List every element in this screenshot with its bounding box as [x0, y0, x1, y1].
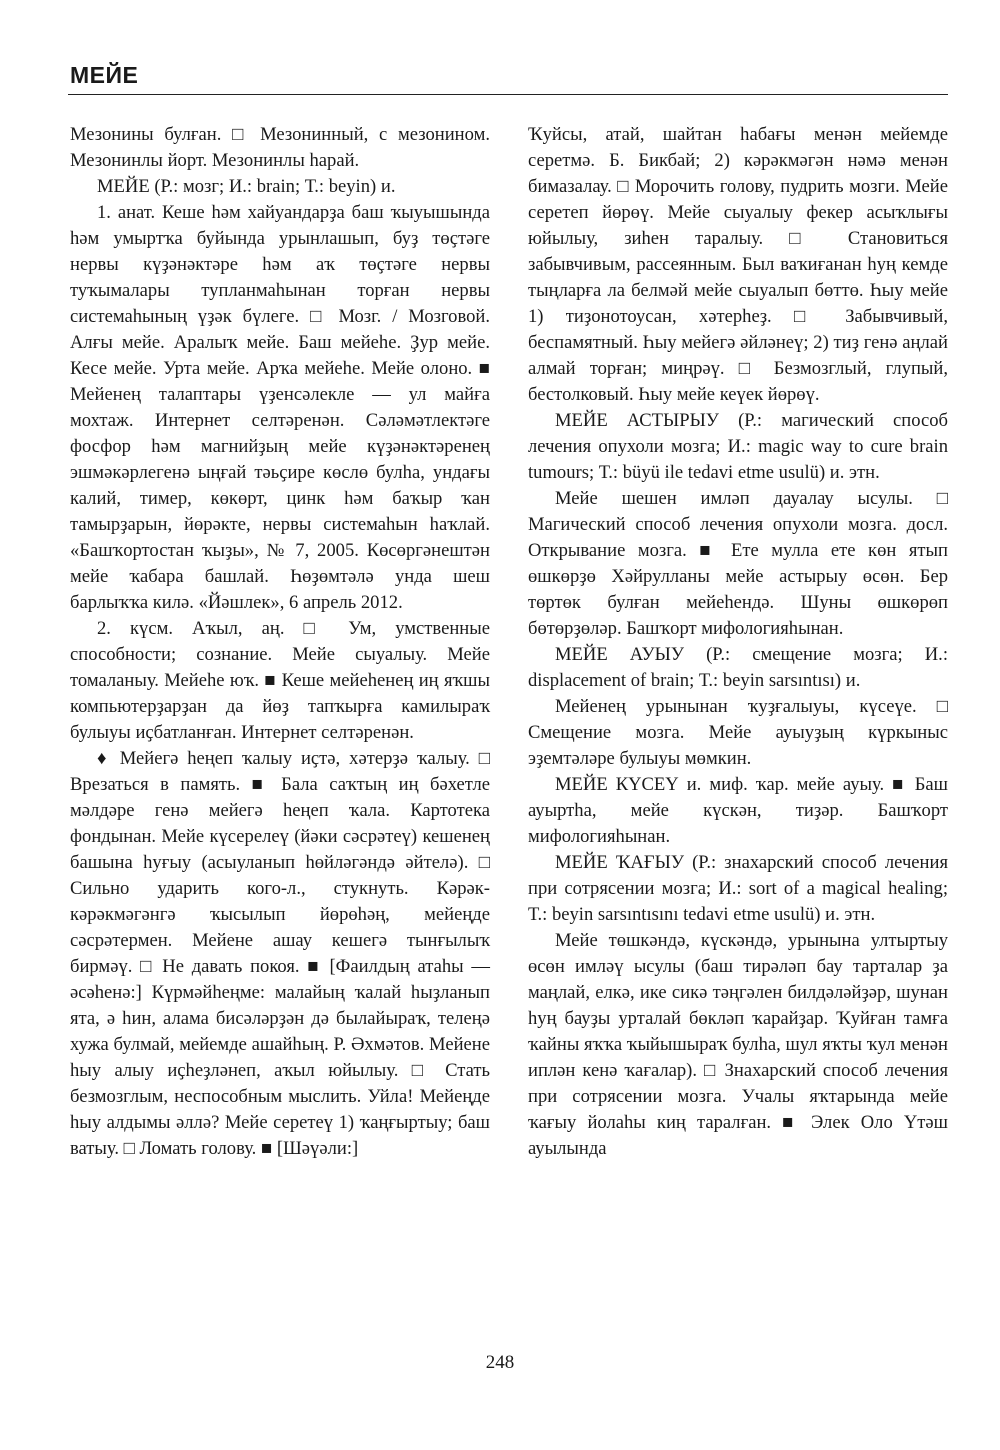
paragraph: 1. анат. Кеше һәм хайуандарҙа баш ҡыуышында һәм умыртҡа буйында урынлашып, буҙ төҫтәге нервы күҙәнәктәре һәм аҡ төҫтәге нервы туҡымалары тупланмаһынан торған нервы системаһының үҙәк бүлеге. □ Мозг. / Мозговой. Алғы мейе. Аралыҡ мейе. Баш мейеһе. Ҙур мейе. Кесе мейе. Урта мейе. Арҡа мейеһе. Мейе олоно. ■ Мейенең талаптары үҙенсәлекле — ул майға мохтаж. Интернет селтәренән. Сәләмәтлектәге фосфор һәм магнийҙың мейе күҙәнәктәренең эшмәкәрлегенә ыңғай тәьҫире көслө булһа, ундағы калий, тимер, көкөрт, цинк һәм баҡыр ҡан тамырҙарын, йөрәкте, нервы системаһын һаҡлай. «Башҡортостан ҡыҙы», № 7, 2005. Көсөргәнештән мейе ҡабара башлай. Һөҙөмтәлә унда шеш барлыҡҡа килә. «Йәшлек», 6 апрель 2012. [70, 202, 490, 613]
entry-headword-meye-kagyu: МЕЙЕ ҠАҒЫУ (Р.: знахарский способ лечения при сотрясении мозга; И.: sort of a magical healing; Т.: beyin sarsıntısını tedavi etme usulü) и. этн. [528, 852, 948, 925]
entry-headword-meye-astyryu: МЕЙЕ АСТЫРЫУ (Р.: магический способ лечения опухоли мозга; И.: magic way to cure brain tumours; Т.: büyü ile tedavi etme usulü) и. этн. [528, 410, 948, 483]
right-column [528, 122, 948, 1162]
paragraph: 2. күсм. Аҡыл, аң. □ Ум, умственные способности; сознание. Мейе сыуалыу. Мейе томаланыу. Мейеһе юҡ. ■ Кеше мейеһенең иң яҡшы компьютерҙарҙан да йөҙ тапҡырға камилыраҡ булыуы иҫбатланған. Интернет селтәренән. [70, 618, 490, 743]
running-head: МЕЙЕ [70, 62, 139, 88]
paragraph: Мейе шешен имләп дауалау ысулы. □ Магический способ лечения опухоли мозга. досл. Открывание мозга. ■ Ете мулла ете көн ятып өшкөрҙө Хәйрулланы мейе астырыу өсөн. Бер төртөк булған мейеһендә. Шуны өшкөрөп бөтөрҙөләр. Башҡорт мифологияһынан. [528, 488, 948, 639]
entry-headword-meye-auyu: МЕЙЕ АУЫУ (Р.: смещение мозга; И.: displacement of brain; Т.: beyin sarsıntısı) и. [528, 644, 948, 691]
header-rule [68, 94, 948, 95]
page-number: 248 [485, 1352, 515, 1373]
paragraph: Мейенең урынынан ҡуҙғалыуы, күсеүе. □ Смещение мозга. Мейе ауыуҙың күркыныс эҙемтәләре булыуы мөмкин. [528, 696, 948, 769]
paragraph: Мезонины булған. □ Мезонинный, с мезонином. Мезонинлы йорт. Мезонинлы һарай. [70, 124, 490, 171]
entry-headword-meye: МЕЙЕ (Р.: мозг; И.: brain; Т.: beyin) и. [97, 176, 396, 197]
paragraph: ♦ Мейегә һеңеп ҡалыу иҫтә, хәтерҙә ҡалыу. □ Врезаться в память. ■ Бала саҡтың иң бәхетле мәлдәре генә мейегә һеңеп ҡала. Картотека фондынан. Мейе күсерелеү (йәки сәсрәтеү) кешенең башына һуғыу (асыуланып һөйләгәндә әйтелә). □ Сильно ударить кого-л., стукнуть. Кәрәк-кәрәкмәгәнгә ҡысылып йөрөһәң, мейеңде сәсрәтермен. Мейене ашау кешегә тынғылыҡ бирмәү. □ Не давать покоя. ■ [Фаилдың атаһы — әсәһенә:] Күрмәйһеңме: малайың ҡалай һыҙланып ята, ә һин, алама бисәләрҙән дә былайыраҡ, телеңә хужа булмай, мейемде ашайһың. Р. Әхмәтов. Мейене һыу алыу иҫһеҙләнеп, аҡыл юйылыу. □ Стать безмозглым, неспособным мыслить. Уйла! Мейеңде һыу алдымы әллә? Мейе серетеү 1) ҡаңғыртыу; баш ватыу. □ Ломать голову. ■ [Шәүәли:] [70, 748, 490, 1159]
paragraph: Мейе төшкәндә, күскәндә, урынына ултыртыу өсөн имләү ысулы (баш тирәләп бау тарталар ҙа маңлай, елкә, ике сикә тәңгәлен билдәләйҙәр, шунан һуң бауҙы урталай бөкләп ҡарайҙар. Ҡуйған тамға ҡайны яҡҡа ҡыйышыраҡ булһа, шул яҡты ҡул менән иплән кенә ҡағалар). □ Знахарский способ лечения при сотрясении мозга. Учалы яҡтарында мейе ҡағыу йолаһы киң таралған. ■ Элек Оло Үтәш ауылында [528, 930, 948, 1159]
left-column [70, 122, 490, 1162]
paragraph: Ҡуйсы, атай, шайтан һабағы менән мейемде серетмә. Б. Бикбай; 2) кәрәкмәгән нәмә менән бимазалау. □ Морочить голову, пудрить мозги. Мейе серетеп йөрөү. Мейе сыуалыу фекер асыҡлығы юйылыу, зиһен таралыу. □ Становиться забывчивым, рассеянным. Был ваҡиғанан һуң кемде тыңларға ла белмәй мейе сыуалып бөттө. Һыу мейе 1) тиҙонотоусан, хәтерһеҙ. □ Забывчивый, беспамятный. Һыу мейегә әйләнеү; 2) тиҙ генә аңлай алмай торған; миңрәү. □ Безмозглый, глупый, бестолковый. Һыу мейе кеүек йөрөү. [528, 124, 948, 405]
entry-headword-meye-kuseu: МЕЙЕ КҮСЕҮ и. миф. ҡар. мейе ауыу. ■ Баш ауыртһа, мейе күскән, тиҙәр. Башҡорт мифологияһынан. [528, 774, 948, 847]
